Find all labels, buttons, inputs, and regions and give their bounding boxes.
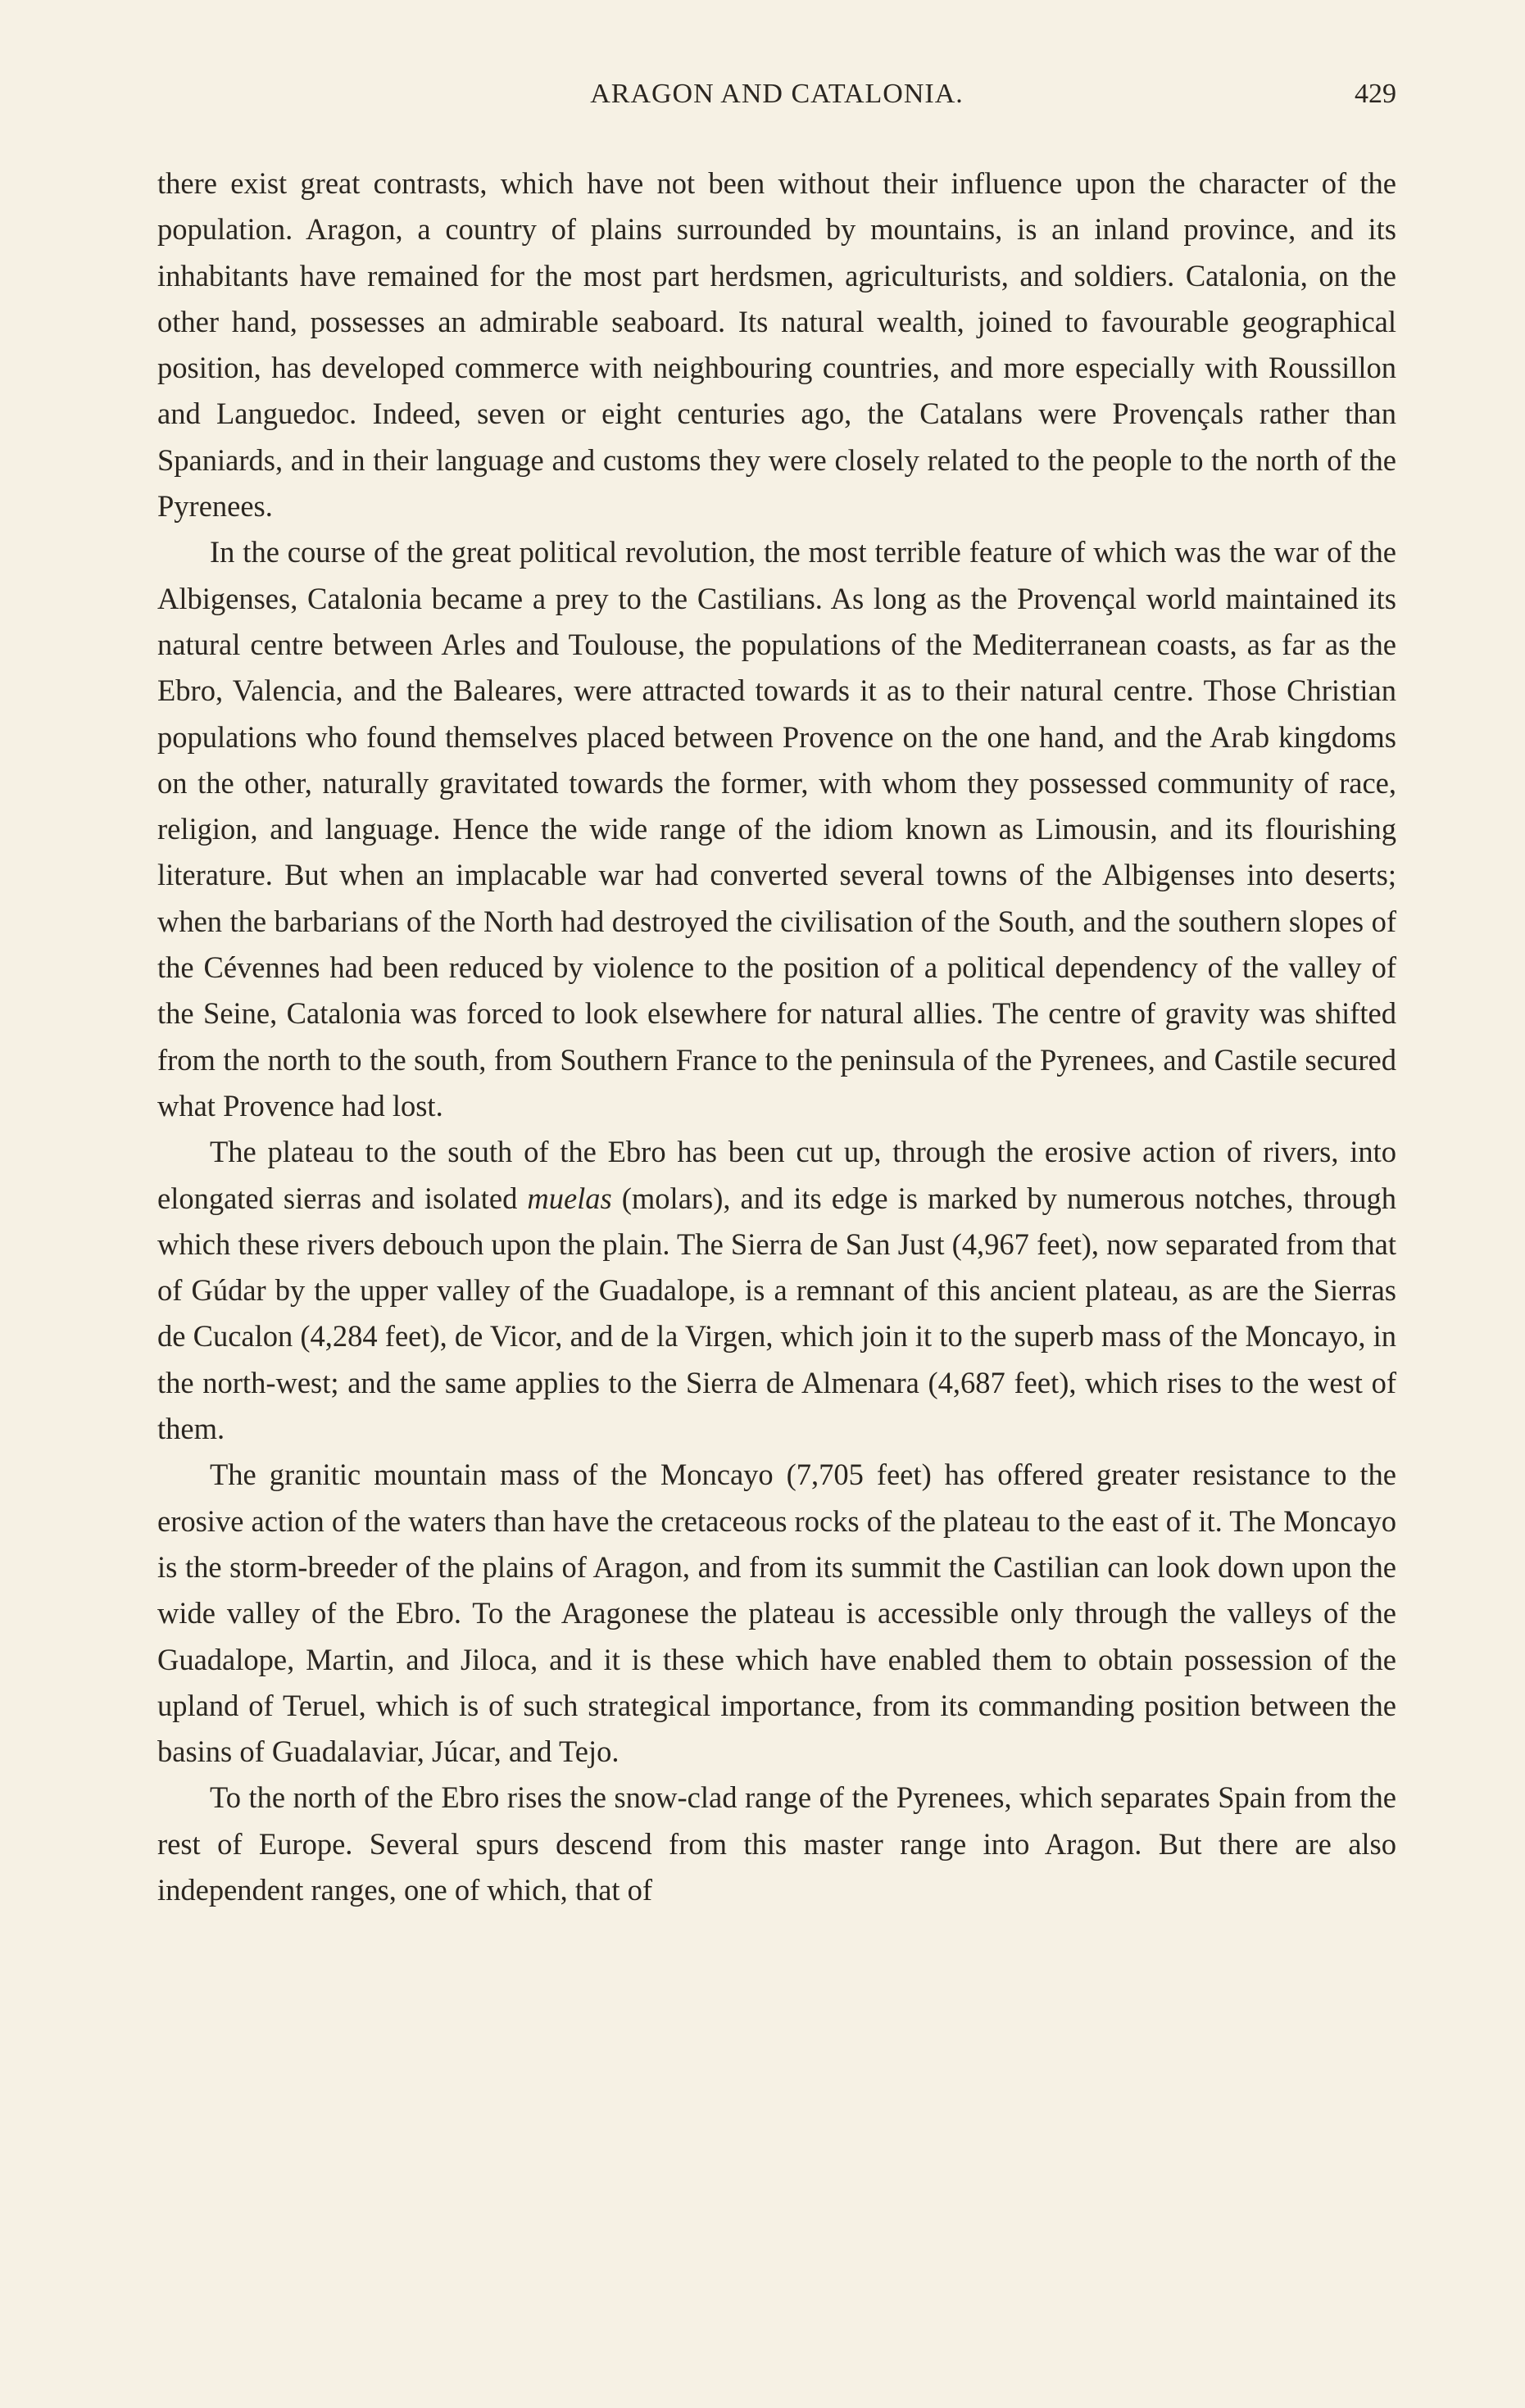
body-text — [157, 161, 1396, 1913]
italic-term-muelas: muelas — [527, 1181, 612, 1215]
paragraph-2: In the course of the great political revolution, the most terrible feature of which was the war of the Albigenses, Catalonia became a prey to the Castilians. As long as the Provençal world maintained its natural centre between Arles and Toulouse, the populations of the Mediterranean coasts, as far as the Ebro, Valencia, and the Baleares, were attracted towards it as to their natural centre. Those Christian populations who found themselves placed between Provence on the one hand, and the Arab kingdoms on the other, naturally gravitated towards the former, with whom they possessed community of race, religion, and language. Hence the wide range of the idiom known as Limousin, and its flourishing literature. But when an implacable war had converted several towns of the Albigenses into deserts; when the barbarians of the North had destroyed the civilisation of the South, and the southern slopes of the Cévennes had been reduced by violence to the position of a political dependency of the valley of the Seine, Catalonia was forced to look elsewhere for natural allies. The centre of gravity was shifted from the north to the south, from Southern France to the peninsula of the Pyrenees, and Castile secured what Provence had lost. — [157, 535, 1396, 1122]
book-page — [157, 79, 1396, 1913]
paragraph-1: there exist great contrasts, which have not been without their influence upon the character of the population. Aragon, a country of plains surrounded by mountains, is an inland province, and its inhabitants have remained for the most part herdsmen, agriculturists, and soldiers. Catalonia, on the other hand, possesses an admirable seaboard. Its natural wealth, joined to favourable geographical position, has developed commerce with neighbouring countries, and more especially with Roussillon and Languedoc. Indeed, seven or eight centuries ago, the Catalans were Provençals rather than Spaniards, and in their language and customs they were closely related to the people to the north of the Pyrenees. — [157, 166, 1396, 524]
paragraph-3-text-after: (molars), and its edge is marked by numerous notches, through which these rivers debouch upon the plain. The Sierra de San Just (4,967 feet), now separated from that of Gúdar by the upper valley of the Guadalope, is a remnant of this ancient plateau, as are the Sierras de Cucalon (4,284 feet), de Vicor, and de la Virgen, which join it to the superb mass of the Moncayo, in the north-west; and the same applies to the Sierra de Almenara (4,687 feet), which rises to the west of them. — [157, 1181, 1396, 1446]
paragraph-3 — [157, 1129, 1396, 1452]
paragraph-5: To the north of the Ebro rises the snow-clad range of the Pyrenees, which separates Spain from the rest of Europe. Several spurs descend from this master range into Aragon. But there are also independent ranges, one of which, that of — [157, 1780, 1396, 1907]
page-number: 429 — [1355, 79, 1396, 109]
running-head — [157, 79, 1396, 125]
paragraph-4: The granitic mountain mass of the Moncayo (7,705 feet) has offered greater resistance to the erosive action of the waters than have the cretaceous rocks of the plateau to the east of it. The Moncayo is the storm-breeder of the plains of Aragon, and from its summit the Castilian can look down upon the wide valley of the Ebro. To the Aragonese the plateau is accessible only through the valleys of the Guadalope, Martin, and Jiloca, and it is these which have enabled them to obtain possession of the upland of Teruel, which is of such strategical importance, from its commanding position between the basins of Guadalaviar, Júcar, and Tejo. — [157, 1458, 1396, 1769]
paragraph-3-text-before: The plateau to the south of the Ebro has been cut up, through the erosive action of rivers, into elongated sierras and isolated — [157, 1135, 1396, 1215]
running-title: ARAGON AND CATALONIA. — [590, 79, 964, 109]
